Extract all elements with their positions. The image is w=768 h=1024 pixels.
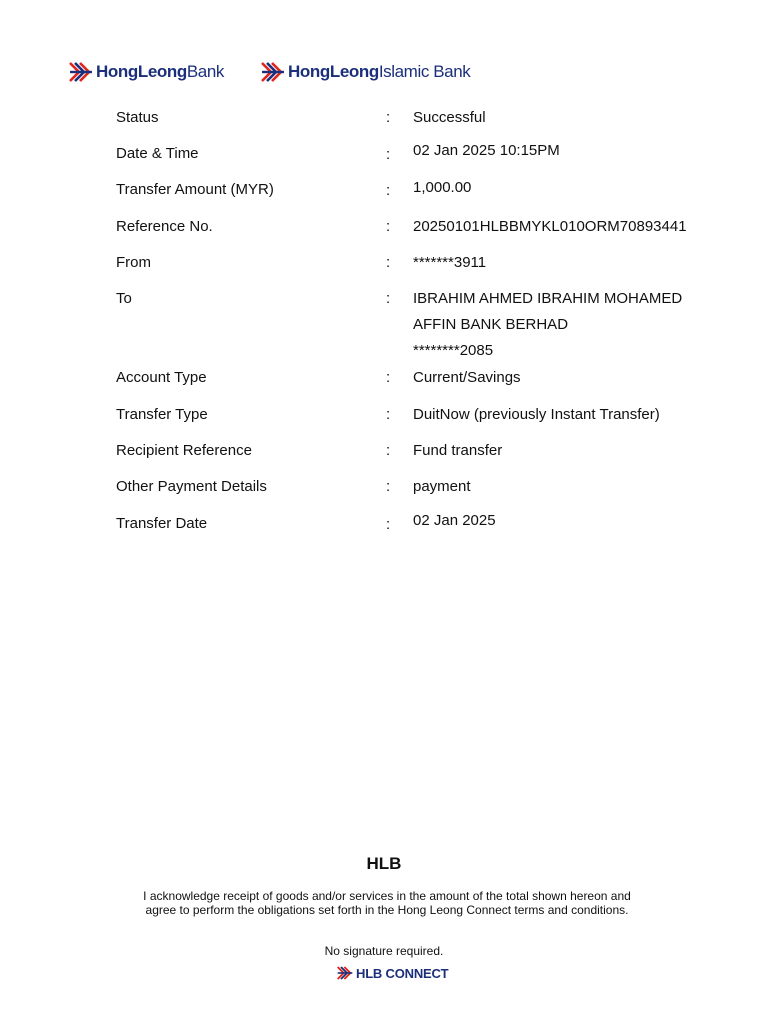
hong-leong-emblem-icon — [336, 965, 354, 981]
reference-no-value: 20250101HLBBMYKL010ORM70893441 — [413, 218, 687, 235]
status-label: Status — [116, 109, 159, 126]
transfer-type-value: DuitNow (previously Instant Transfer) — [413, 406, 660, 423]
hlb-connect-logo — [336, 963, 448, 983]
hong-leong-islamic-bank-logo — [260, 58, 470, 86]
account-type-value: Current/Savings — [413, 369, 521, 386]
transfer-amount-label: Transfer Amount (MYR) — [116, 181, 274, 198]
from-label: From — [116, 254, 151, 271]
recipient-name: IBRAHIM AHMED IBRAHIM MOHAMED — [413, 290, 683, 307]
logo-hlisb-light-text: Islamic Bank — [378, 62, 471, 81]
separator: : — [386, 369, 391, 386]
no-signature-text: No signature required. — [324, 944, 444, 958]
separator: : — [386, 516, 391, 533]
transfer-date-value: 02 Jan 2025 — [413, 512, 496, 529]
acknowledgement-text: I acknowledge receipt of goods and/or services in the amount of the total shown hereon and agree to perform the obligations set forth in the Hong Leong Connect terms and conditions. — [143, 889, 631, 917]
separator: : — [386, 254, 391, 271]
separator: : — [386, 290, 391, 307]
recipient-reference-value: Fund transfer — [413, 442, 503, 459]
to-details — [413, 290, 682, 368]
hlb-connect-text: HLB CONNECT — [356, 965, 449, 981]
recipient-reference-label: Recipient Reference — [116, 442, 252, 459]
transfer-date-label: Transfer Date — [116, 515, 208, 532]
separator: : — [386, 478, 391, 495]
separator: : — [386, 218, 391, 235]
recipient-account: ********2085 — [413, 342, 494, 359]
logo-hlisb-bold-text: HongLeong — [288, 62, 379, 81]
hong-leong-emblem-icon — [260, 60, 286, 84]
logo-hlb-bold-text: HongLeong — [96, 62, 187, 81]
separator: : — [386, 182, 391, 199]
other-payment-details-label: Other Payment Details — [116, 478, 267, 495]
separator: : — [386, 406, 391, 423]
logo-hlb-light-text: Bank — [186, 62, 224, 81]
status-value: Successful — [413, 109, 486, 126]
date-time-value: 02 Jan 2025 10:15PM — [413, 142, 560, 159]
hong-leong-emblem-icon — [68, 60, 94, 84]
separator: : — [386, 442, 391, 459]
date-time-label: Date & Time — [116, 145, 199, 162]
reference-no-label: Reference No. — [116, 218, 213, 235]
other-payment-details-value: payment — [413, 478, 471, 495]
recipient-bank: AFFIN BANK BERHAD — [413, 316, 569, 333]
footer-title: HLB — [366, 854, 402, 873]
from-account-value: *******3911 — [413, 254, 487, 271]
to-label: To — [116, 290, 132, 307]
account-type-label: Account Type — [116, 369, 207, 386]
separator: : — [386, 146, 391, 163]
transfer-type-label: Transfer Type — [116, 406, 208, 423]
hong-leong-bank-logo — [68, 58, 224, 86]
separator: : — [386, 109, 391, 126]
transfer-amount-value: 1,000.00 — [413, 179, 472, 196]
